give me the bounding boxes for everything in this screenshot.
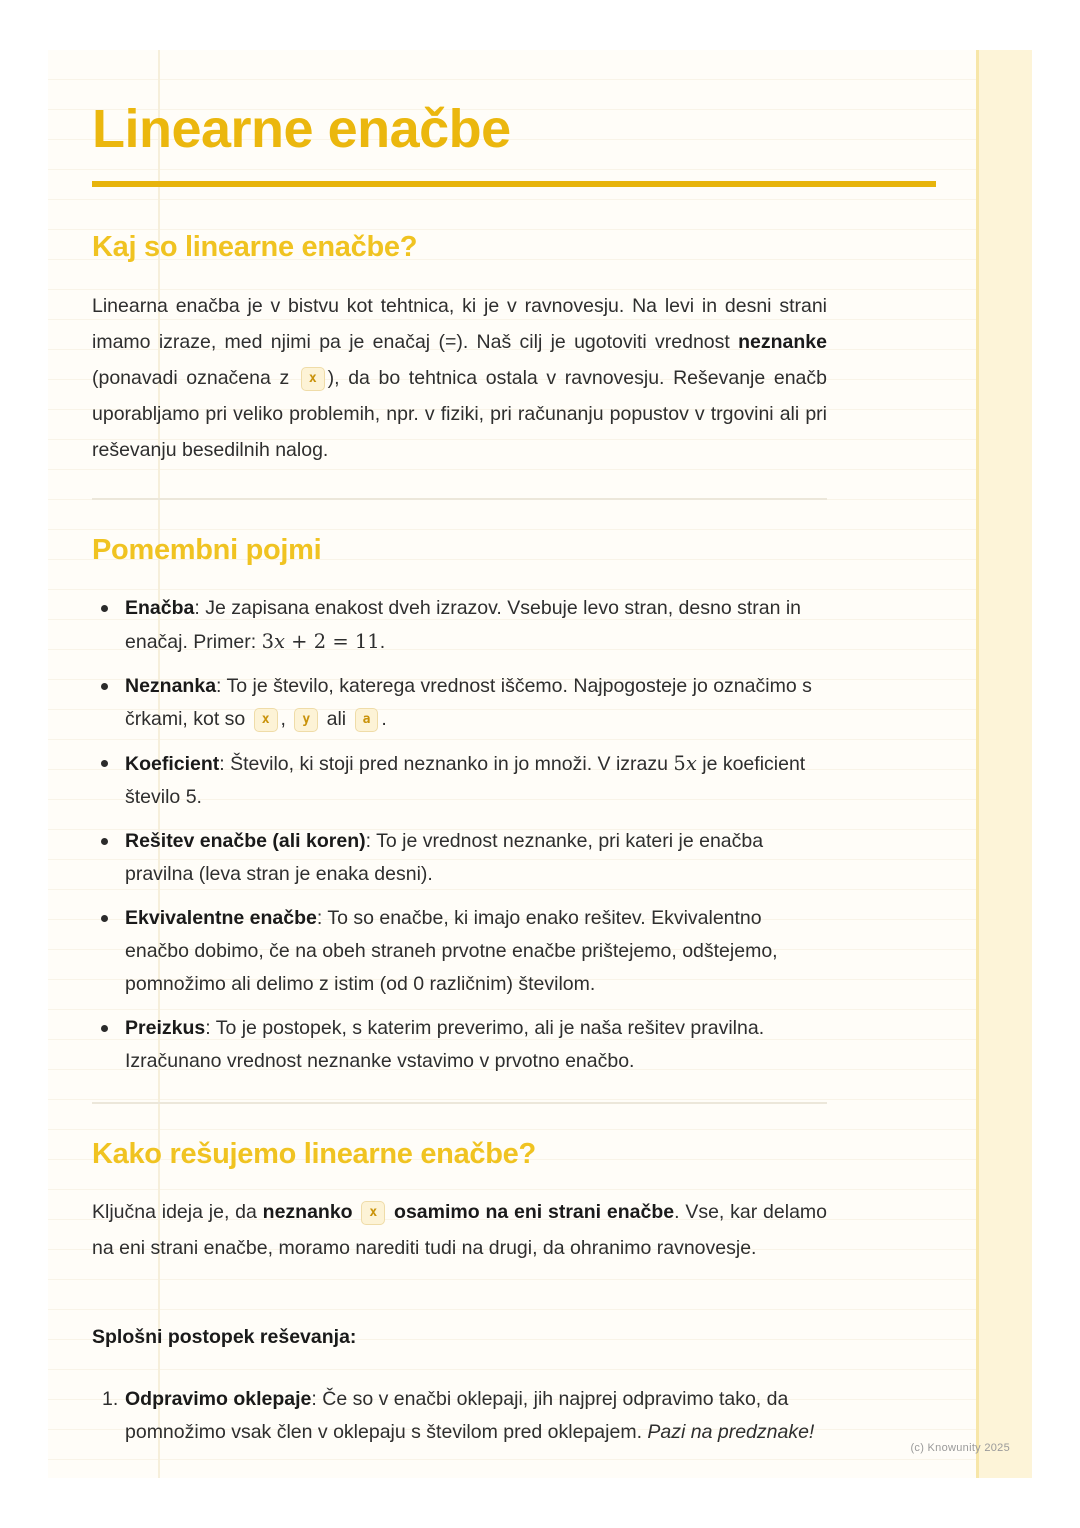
section-heading-solving: Kako rešujemo linearne enačbe? [92, 1138, 536, 1170]
steps-list [92, 1383, 827, 1449]
list-item: 1. Odpravimo oklepaje: Če so v enačbi oklepaji, jih najprej odpravimo tako, da pomnožimo vsak člen v oklepaju s številom pred oklepajem. Pazi na predznake! [92, 1383, 827, 1449]
copyright-notice: (c) Knowunity 2025 [910, 1442, 1010, 1454]
intro-paragraph: Linearna enačba je v bistvu kot tehtnica, ki je v ravnovesju. Na levi in desni strani imamo izraze, med njimi pa je enačaj (=). Naš cilj je ugotoviti vrednost neznanke (ponavadi označena z x ), da bo tehtnica ostala v ravnovesju. Reševanje enačb uporabljamo pri veliko problemih, npr. v fiziki, pri računanju popustov v trgovini ali pri reševanju besedilnih nalog. [92, 295, 827, 461]
document-page [48, 50, 1032, 1478]
inline-code-x: x [254, 708, 278, 732]
math-expression: 3x + 2 = 11 [261, 630, 380, 653]
solving-paragraph: Ključna ideja je, da neznanko x osamimo na eni strani enačbe. Vse, kar delamo na eni strani enačbe, moramo narediti tudi na drugi, da ohranimo ravnovesje. [92, 1201, 828, 1259]
section-heading-intro: Kaj so linearne enačbe? [92, 231, 418, 263]
section-heading-terms: Pomembni pojmi [92, 534, 322, 566]
list-item: Ekvivalentne enačbe: To so enačbe, ki imajo enako rešitev. Ekvivalentno enačbo dobimo, če na obeh straneh prvotne enačbe prištejemo, odštejemo, pomnožimo ali delimo z istim (od 0 različnim) številom. [92, 902, 827, 1001]
inline-code-x: x [361, 1201, 385, 1225]
terms-list [92, 592, 827, 1089]
list-item: Koeficient: Število, ki stoji pred neznanko in jo množi. V izrazu 5x je koeficient število 5. [92, 747, 827, 814]
procedure-subheading: Splošni postopek reševanja: [92, 1326, 357, 1348]
section-divider [92, 498, 827, 500]
right-margin-band [976, 50, 1032, 1478]
list-item: Enačba: Je zapisana enakost dveh izrazov. Vsebuje levo stran, desno stran in enačaj. Primer: 3x + 2 = 11. [92, 592, 827, 659]
page-title: Linearne enačbe [92, 99, 511, 159]
inline-code-y: y [294, 708, 318, 732]
list-item: Preizkus: To je postopek, s katerim preverimo, ali je naša rešitev pravilna. Izračunano vrednost neznanke vstavimo v prvotno enačbo. [92, 1012, 827, 1078]
list-item: Rešitev enačbe (ali koren): To je vrednost neznanke, pri kateri je enačba pravilna (leva stran je enaka desni). [92, 825, 827, 891]
inline-code-x: x [301, 367, 325, 391]
step-number: 1. [102, 1388, 119, 1410]
bold-term: neznanke [738, 331, 827, 353]
title-underline [92, 181, 936, 187]
math-expression: 5x [673, 752, 697, 775]
inline-code-a: a [355, 708, 379, 732]
list-item: Neznanka: To je število, katerega vrednost iščemo. Najpogosteje jo označimo s črkami, kot so x , y ali a . [92, 670, 827, 736]
section-divider [92, 1102, 827, 1104]
